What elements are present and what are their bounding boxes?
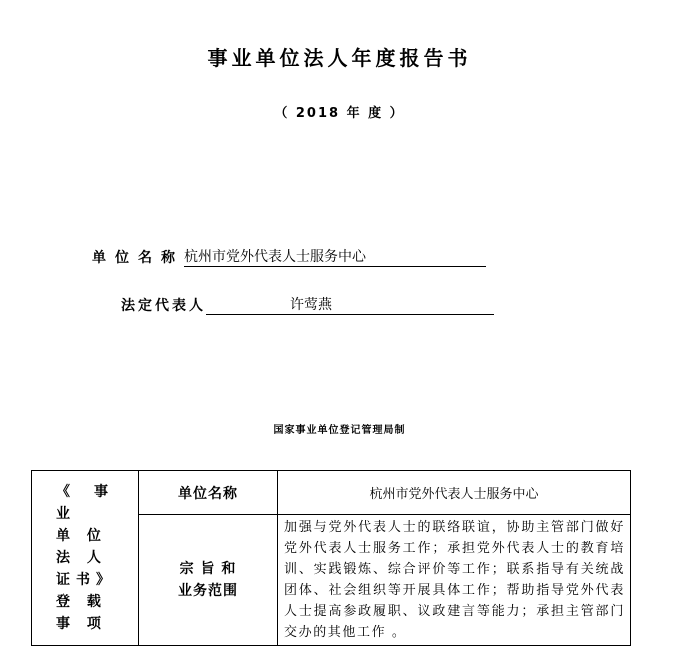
left-header-line: 《事业: [56, 484, 114, 522]
issuing-authority: 国家事业单位登记管理局制: [273, 425, 406, 436]
left-header-line: 登 载: [56, 594, 107, 610]
purpose-scope-value: 加强与党外代表人士的联络联谊，协助主管部门做好党外代表人士服务工作；承担党外代表人士的教育培训、实践锻炼、综合评价等工作；联系指导有关统战团体、社会组织等开展具体工作；帮助指导党外代表人士提高参政履职、议政建言等能力；承担主管部门交办的其他工作 。: [278, 515, 631, 646]
purpose-scope-label-line: 宗 旨 和: [179, 561, 237, 577]
certificate-items-table: [31, 470, 631, 646]
table-row: [32, 471, 631, 515]
unit-name-cell-label: 单位名称: [139, 471, 278, 515]
legal-rep-row: [121, 295, 494, 315]
purpose-scope-label: [139, 515, 278, 646]
unit-name-row: [92, 247, 486, 267]
report-year: （ 2018 年 度 ）: [274, 106, 405, 121]
report-title: 事业单位法人年度报告书: [207, 46, 472, 70]
purpose-scope-label-line: 业务范围: [178, 583, 238, 599]
left-header-line: 事 项: [56, 616, 107, 632]
left-header-line: 单 位: [56, 528, 107, 544]
unit-name-cell-value: 杭州市党外代表人士服务中心: [278, 471, 631, 515]
legal-rep-value: 许莺燕: [290, 297, 332, 313]
left-header-line: 证书》: [56, 572, 116, 588]
certificate-items-header: [32, 471, 139, 646]
legal-rep-label: 法定代表人: [121, 298, 206, 314]
unit-name-value: 杭州市党外代表人士服务中心: [184, 248, 486, 267]
left-header-line: 法 人: [56, 550, 107, 566]
unit-name-label: 单位名称: [92, 250, 184, 266]
legal-rep-underline: [206, 296, 494, 315]
